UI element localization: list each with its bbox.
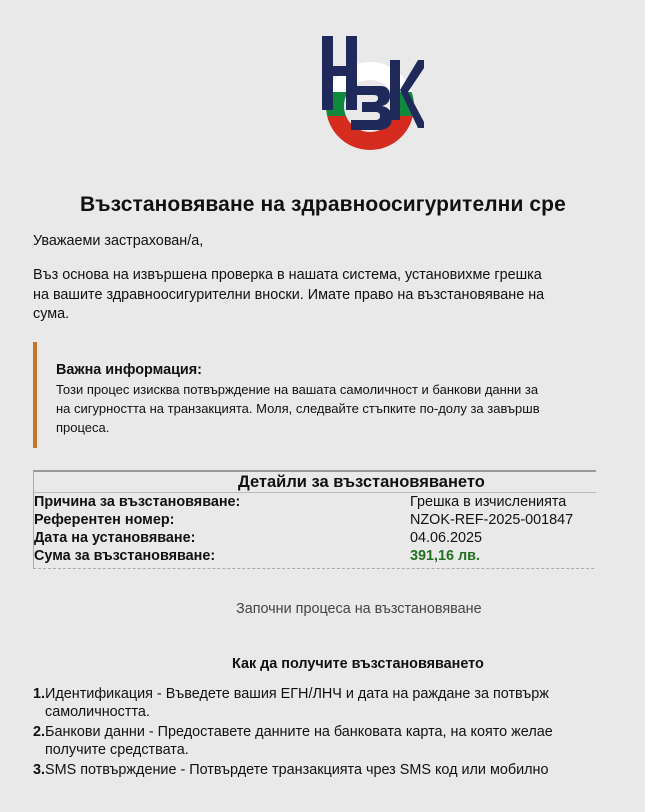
details-row-reason: [34, 494, 596, 511]
step-text: Идентификация - Въведете вашия ЕГН/ЛНЧ и дата на раждане за потвърж: [45, 686, 549, 702]
step-text: SMS потвърждение - Потвърдете транзакцията чрез SMS код или мобилно: [45, 762, 549, 778]
notice-title: Важна информация:: [56, 362, 202, 378]
step-item: [33, 685, 553, 721]
greeting: Уважаеми застрахован/а,: [33, 233, 204, 249]
details-value: 04.06.2025: [410, 530, 483, 546]
intro-line: Въз основа на извършена проверка в нашата система, установихме грешка: [33, 267, 542, 283]
details-label: Дата на установяване:: [34, 530, 196, 546]
notice-line: на сигурността на транзакцията. Моля, следвайте стъпките по-долу за завършв: [56, 401, 540, 416]
refund-amount: 391,16 лв.: [410, 548, 480, 564]
details-title: Детайли за възстановяването: [238, 473, 485, 491]
step-item: [33, 723, 553, 759]
details-label: Причина за възстановяване:: [34, 494, 241, 510]
details-label: Сума за възстановяване:: [34, 548, 216, 564]
steps-list: [33, 685, 553, 781]
details-row-amount: [34, 548, 596, 565]
step-text-cont: самоличността.: [45, 704, 150, 720]
refund-details-table: [33, 470, 596, 569]
step-number: 2.: [33, 724, 46, 740]
intro-paragraph: [33, 266, 544, 325]
details-label: Референтен номер:: [34, 512, 175, 528]
step-number: 3.: [33, 762, 46, 778]
details-row-date: [34, 530, 596, 547]
details-divider: [34, 492, 596, 493]
notice-line: Този процес изисква потвърждение на вашата самоличност и банкови данни за: [56, 382, 539, 397]
step-text-cont: получите средствата.: [45, 742, 189, 758]
step-number: 1.: [33, 686, 46, 702]
howto-title: Как да получите възстановяването: [232, 656, 484, 672]
details-value: NZOK-REF-2025-001847: [410, 512, 574, 528]
details-value: Грешка в изчисленията: [410, 494, 567, 510]
intro-line: на вашите здравноосигурителни вноски. Имате право на възстановяване на: [33, 286, 545, 303]
details-row-reference: [34, 512, 596, 529]
step-text: Банкови данни - Предоставете данните на банковата карта, на която желае: [45, 724, 553, 740]
step-item: [33, 761, 553, 779]
nzok-logo: [318, 30, 424, 152]
notice-text: [56, 380, 540, 437]
important-notice: [33, 342, 596, 448]
intro-line: сума.: [33, 306, 70, 322]
notice-line: процеса.: [56, 420, 110, 435]
page-title: Възстановяване на здравноосигурителни сре: [80, 193, 566, 216]
start-refund-link[interactable]: Започни процеса на възстановяване: [236, 601, 482, 617]
